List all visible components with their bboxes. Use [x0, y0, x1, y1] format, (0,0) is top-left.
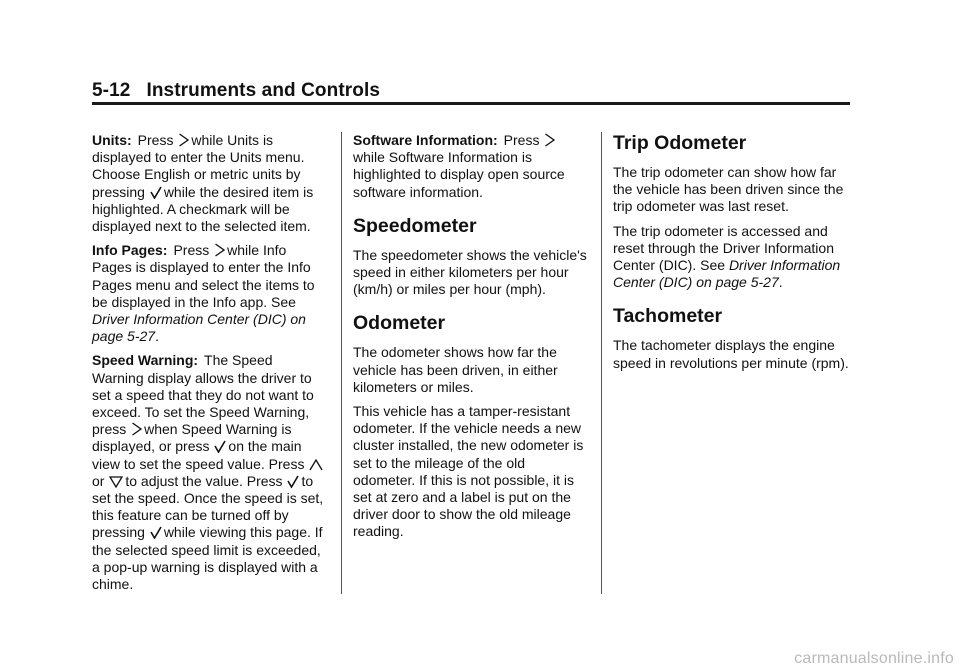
column-1 [92, 132, 328, 600]
trip-odometer-paragraph: The trip odometer can show how far the vehicle has been driven since the trip odometer was last reset. [613, 164, 844, 215]
right-arrow-icon [178, 133, 189, 147]
column-divider [601, 132, 602, 594]
software-info-paragraph: Software Information: Press while Software Information is highlighted to display open source software information. [353, 132, 565, 200]
trip-odometer-heading: Trip Odometer [613, 132, 747, 154]
page-title [92, 80, 850, 102]
up-arrow-icon [309, 459, 323, 471]
tachometer-paragraph: The tachometer displays the engine speed in revolutions per minute (rpm). [613, 337, 849, 371]
cross-reference: Driver Information Center (DIC) on page 5-27 [92, 311, 306, 345]
tachometer-heading: Tachometer [613, 305, 723, 328]
watermark: carmanualsonline.info [794, 650, 954, 667]
speed-warning-label: Speed Warning: [92, 352, 199, 369]
right-arrow-icon [131, 422, 142, 436]
checkmark-icon [150, 526, 162, 539]
header-rule [92, 102, 850, 105]
odometer-heading: Odometer [353, 312, 446, 335]
column-2 [353, 132, 589, 548]
info-pages-label: Info Pages: [92, 242, 168, 259]
page-number: 5-12 [92, 80, 131, 101]
speedometer-paragraph: The speedometer shows the vehicle's speed in either kilometers per hour (km/h) or miles per hour (mph). [353, 246, 587, 298]
speed-warning-paragraph: Speed Warning: The Speed Warning display allows the driver to set a speed that they do not want to exceed. To set the Speed Warning, press when Speed Warning is displayed, or press on the main view to set the speed value. Press or to adjust the value. Press to set the speed. Once the speed is set, this feature can be turned off by pressing while viewing this page. If the selected speed limit is exceeded, a pop-up warning is displayed with a chime. [92, 352, 324, 593]
right-arrow-icon [214, 243, 225, 257]
units-label: Units: [92, 132, 132, 148]
right-arrow-icon [544, 133, 555, 147]
odometer-paragraph: The odometer shows how far the vehicle has been driven, in either kilometers or miles. [353, 344, 558, 395]
down-arrow-icon [109, 476, 123, 488]
checkmark-icon [287, 475, 299, 488]
page-header [92, 80, 850, 102]
column-divider [341, 132, 342, 594]
cross-reference: Driver Information Center (DIC) on page 5-27 [613, 257, 841, 291]
section-title: Instruments and Controls [146, 80, 381, 101]
units-paragraph: Units: Press while Units is displayed to enter the Units menu. Choose English or metric units by pressing while the desired item is highlighted. A checkmark will be displayed next to the selected item. [92, 132, 314, 235]
info-pages-paragraph: Info Pages: Press while Info Pages is displayed to enter the Info Pages menu and select the items to be displayed in the Info app. See Driver Information Center (DIC) on page 5-27. [92, 242, 315, 345]
checkmark-icon [214, 440, 226, 453]
trip-odometer-access-paragraph: The trip odometer is accessed and reset through the Driver Information Center (DIC). See Driver Information Center (DIC) on page 5-27. [613, 222, 841, 291]
column-3 [613, 132, 853, 379]
odometer-tamper-paragraph: This vehicle has a tamper-resistant odometer. If the vehicle needs a new cluster installed, the new odometer is set to the mileage of the old odometer. If this is not possible, it is set at zero and a label is put on the driver door to show the old mileage reading. [353, 403, 584, 540]
checkmark-icon [150, 186, 162, 199]
software-info-label: Software Information: [353, 132, 498, 148]
speedometer-heading: Speedometer [353, 214, 477, 237]
